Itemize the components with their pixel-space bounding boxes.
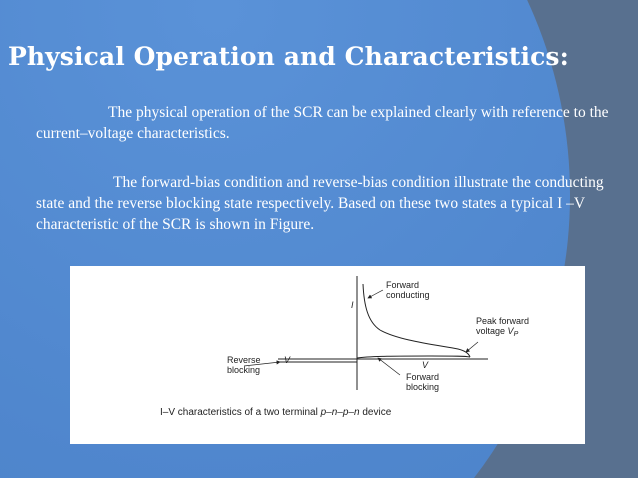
figure-caption <box>160 407 392 418</box>
reverse-blocking-label-2: blocking <box>227 365 261 375</box>
peak-voltage-leader <box>466 342 478 352</box>
i-axis-label: I <box>351 300 354 310</box>
caption-suffix: device <box>362 407 392 418</box>
caption-device-type: p–n–p–n <box>320 407 360 418</box>
peak-forward-voltage-word: voltage <box>476 326 506 336</box>
forward-conducting-label-1: Forward <box>386 280 420 290</box>
iv-curve-diagram <box>70 266 585 444</box>
forward-blocking-label-1: Forward <box>406 372 440 382</box>
slide-title: Physical Operation and Characteristics: <box>8 42 569 71</box>
forward-blocking-curve <box>357 356 470 358</box>
iv-characteristics-figure <box>70 266 585 444</box>
paragraph-2: The forward-bias condition and reverse-bias condition illustrate the conducting state and the reverse blocking state respectively. Based on these two states a typical I –V characteristic of the SCR is shown in Figure. <box>36 174 604 233</box>
forward-blocking-leader <box>378 358 400 375</box>
forward-conducting-label-2: conducting <box>386 290 430 300</box>
forward-conducting-leader <box>368 290 383 298</box>
peak-voltage-subscript: P <box>513 331 519 338</box>
forward-blocking-label-2: blocking <box>406 382 440 392</box>
peak-forward-label-1: Peak forward <box>476 316 530 326</box>
v-left-label: V <box>284 355 291 365</box>
reverse-blocking-label-1: Reverse <box>227 355 261 365</box>
paragraph-1: The physical operation of the SCR can be explained clearly with reference to the current–voltage characteristics. <box>36 104 609 142</box>
peak-voltage-symbol: V <box>507 326 514 336</box>
caption-text: I–V characteristics of a two terminal <box>160 407 318 418</box>
peak-forward-label-2 <box>476 326 519 338</box>
v-right-label: V <box>422 360 429 370</box>
